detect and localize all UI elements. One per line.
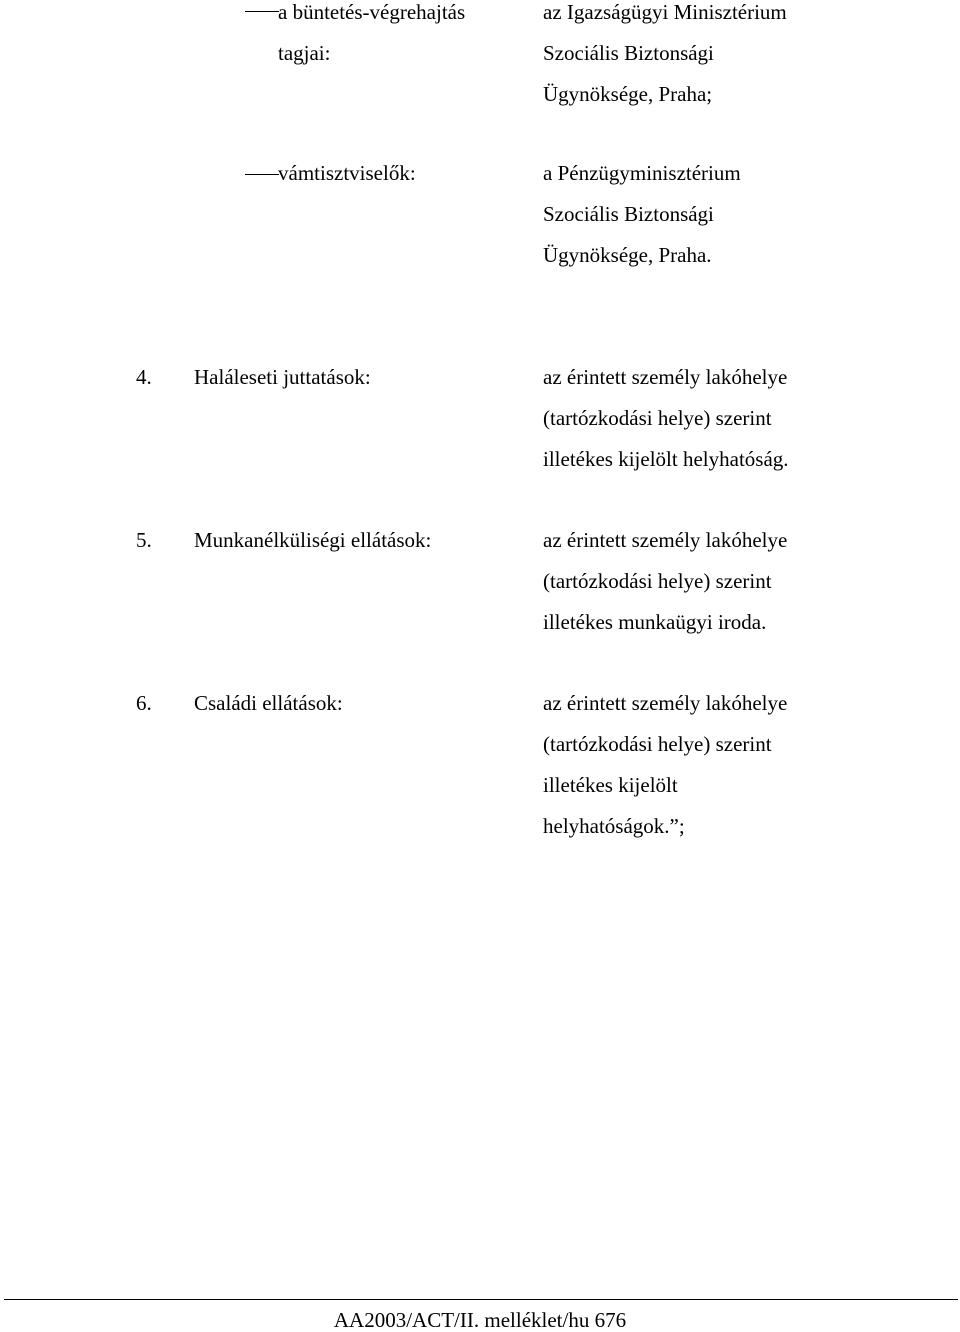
item-label: Munkanélküliségi ellátások: [194,528,432,552]
entry-left-line: vámtisztviselők: [278,161,416,185]
item-number: 4. [136,365,152,389]
entry-left-line: a büntetés-végrehajtás [278,0,466,24]
entry-right-line: a Pénzügyminisztérium [543,161,741,185]
entry-right-line: Ügynöksége, Praha. [543,243,712,267]
item-number: 6. [136,691,152,715]
entry-right-text [543,161,741,284]
dash-marker [245,174,279,175]
entry-right-line: Szociális Biztonsági [543,41,714,65]
item-right-line: (tartózkodási helye) szerint [543,732,772,756]
entry-left-text [278,0,465,82]
item-right-text [543,528,787,651]
entry-left-line: tagjai: [278,41,331,65]
item-right-text [543,691,787,855]
item-right-line: (tartózkodási helye) szerint [543,406,772,430]
dash-marker [245,11,279,12]
item-right-line: illetékes kijelölt helyhatóság. [543,447,789,471]
item-number: 5. [136,528,152,552]
entry-right-line: Szociális Biztonsági [543,202,714,226]
footer-divider [4,1299,958,1300]
entry-right-line: Ügynöksége, Praha; [543,82,713,106]
item-label: Haláleseti juttatások: [194,365,371,389]
entry-right-line: az Igazságügyi Minisztérium [543,0,787,24]
item-right-line: az érintett személy lakóhelye [543,365,788,389]
entry-left-text [278,161,416,202]
item-right-line: illetékes kijelölt [543,773,678,797]
entry-right-text [543,0,787,123]
item-right-line: helyhatóságok.”; [543,814,685,838]
item-right-line: az érintett személy lakóhelye [543,691,788,715]
item-right-line: illetékes munkaügyi iroda. [543,610,767,634]
item-right-text [543,365,789,488]
footer-reference: AA2003/ACT/II. melléklet/hu 676 [333,1308,627,1332]
item-right-line: (tartózkodási helye) szerint [543,569,772,593]
item-right-line: az érintett személy lakóhelye [543,528,788,552]
item-label: Családi ellátások: [194,691,343,715]
